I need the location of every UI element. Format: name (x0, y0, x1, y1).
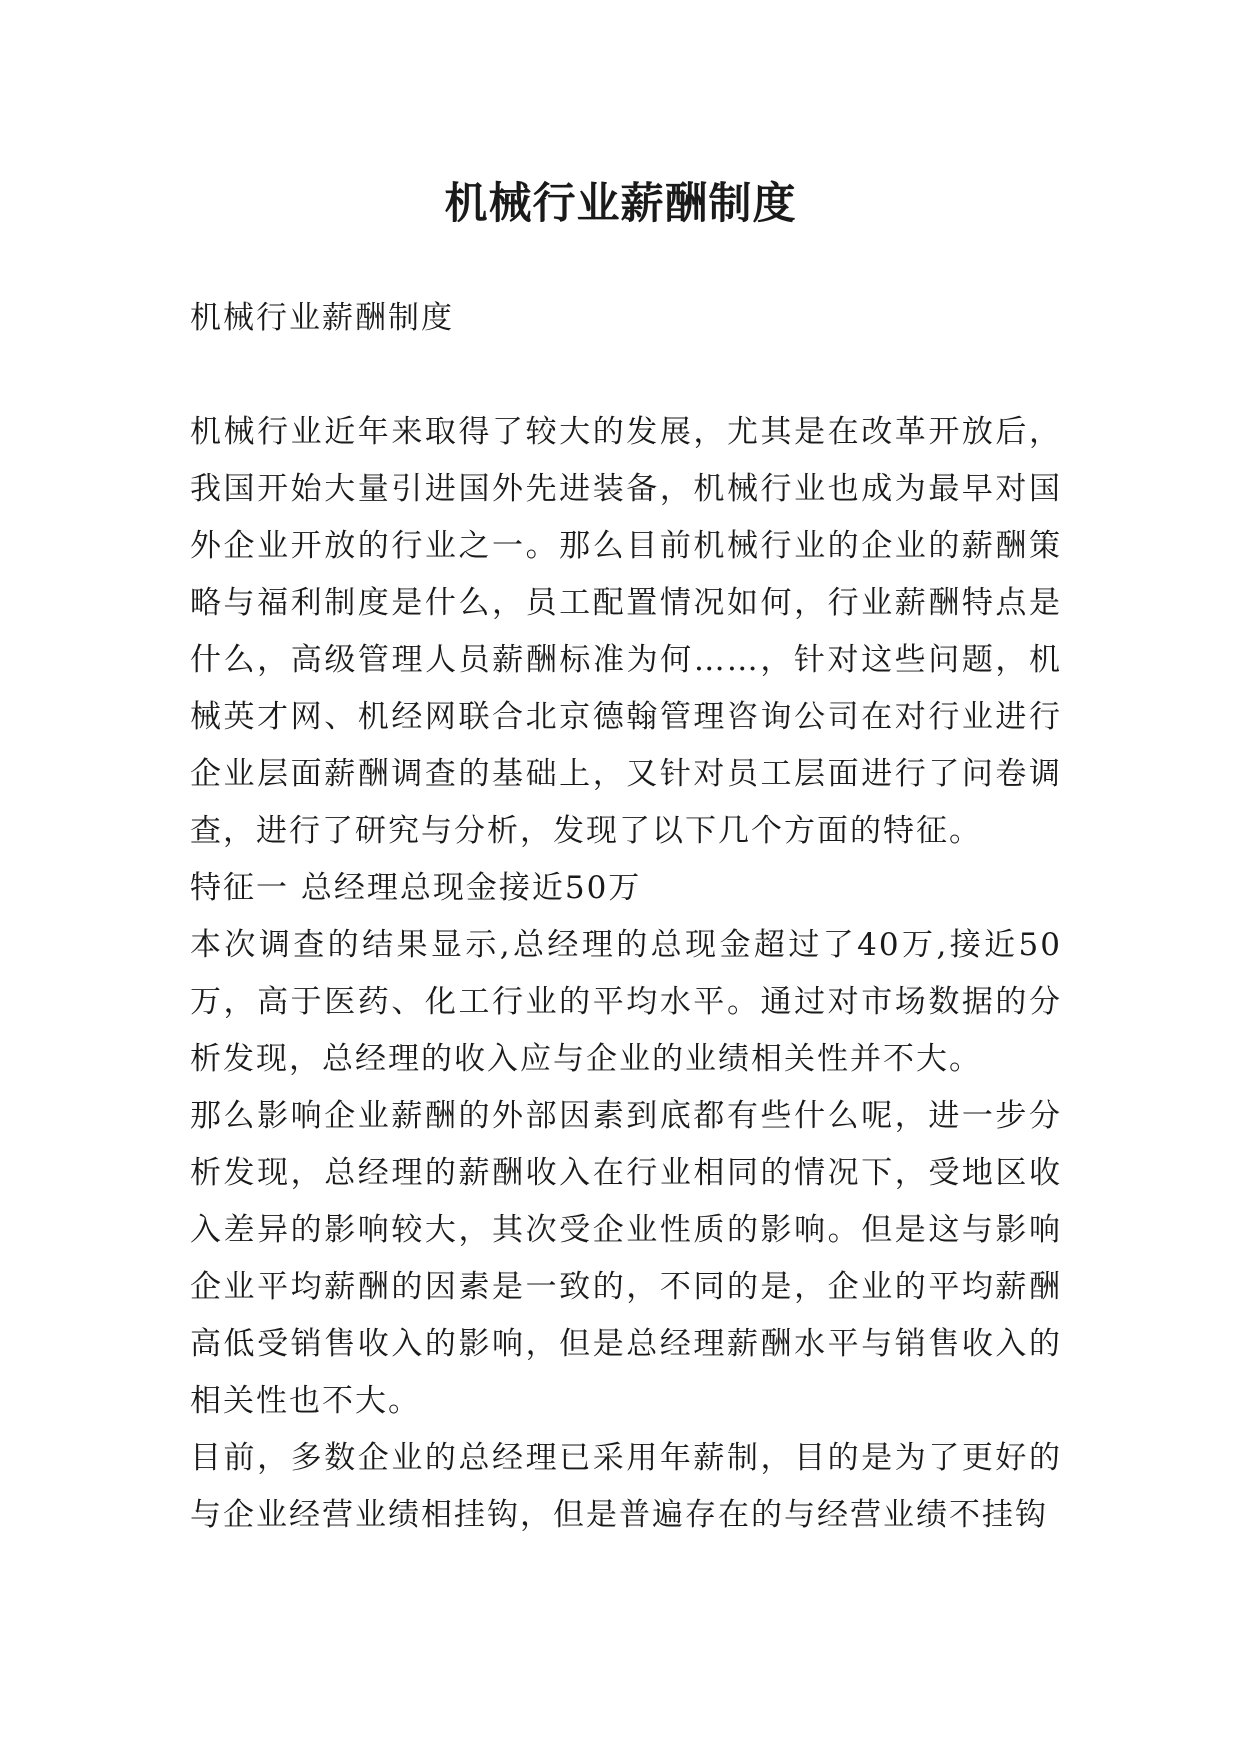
document-subtitle: 机械行业薪酬制度 (190, 300, 454, 336)
feature-heading: 特征一 总经理总现金接近50万 (190, 870, 642, 906)
body-paragraph: 那么影响企业薪酬的外部因素到底都有些什么呢，进一步分析发现，总经理的薪酬收入在行业相同的情况下，受地区收入差异的影响较大，其次受企业性质的影响。但是这与影响企业平均薪酬的因素是一致的，不同的是，企业的平均薪酬高低受销售收入的影响，但是总经理薪酬水平与销售收入的相关性也不大。 (190, 1098, 1062, 1419)
body-paragraph: 本次调查的结果显示,总经理的总现金超过了40万,接近50万，高于医药、化工行业的平均水平。通过对市场数据的分析发现，总经理的收入应与企业的业绩相关性并不大。 (190, 927, 1062, 1077)
document-title: 机械行业薪酬制度 (444, 178, 797, 229)
intro-paragraph: 机械行业近年来取得了较大的发展，尤其是在改革开放后，我国开始大量引进国外先进装备，机械行业也成为最早对国外企业开放的行业之一。那么目前机械行业的企业的薪酬策略与福利制度是什么，员工配置情况如何，行业薪酬特点是什么，高级管理人员薪酬标准为何……，针对这些问题，机械英才网、机经网联合北京德翰管理咨询公司在对行业进行企业层面薪酬调查的基础上，又针对员工层面进行了问卷调查，进行了研究与分析，发现了以下几个方面的特征。 (190, 414, 1062, 849)
document-body (190, 290, 1062, 1544)
body-paragraph: 目前，多数企业的总经理已采用年薪制，目的是为了更好的与企业经营业绩相挂钩，但是普遍存在的与经营业绩不挂钩 (190, 1440, 1062, 1533)
